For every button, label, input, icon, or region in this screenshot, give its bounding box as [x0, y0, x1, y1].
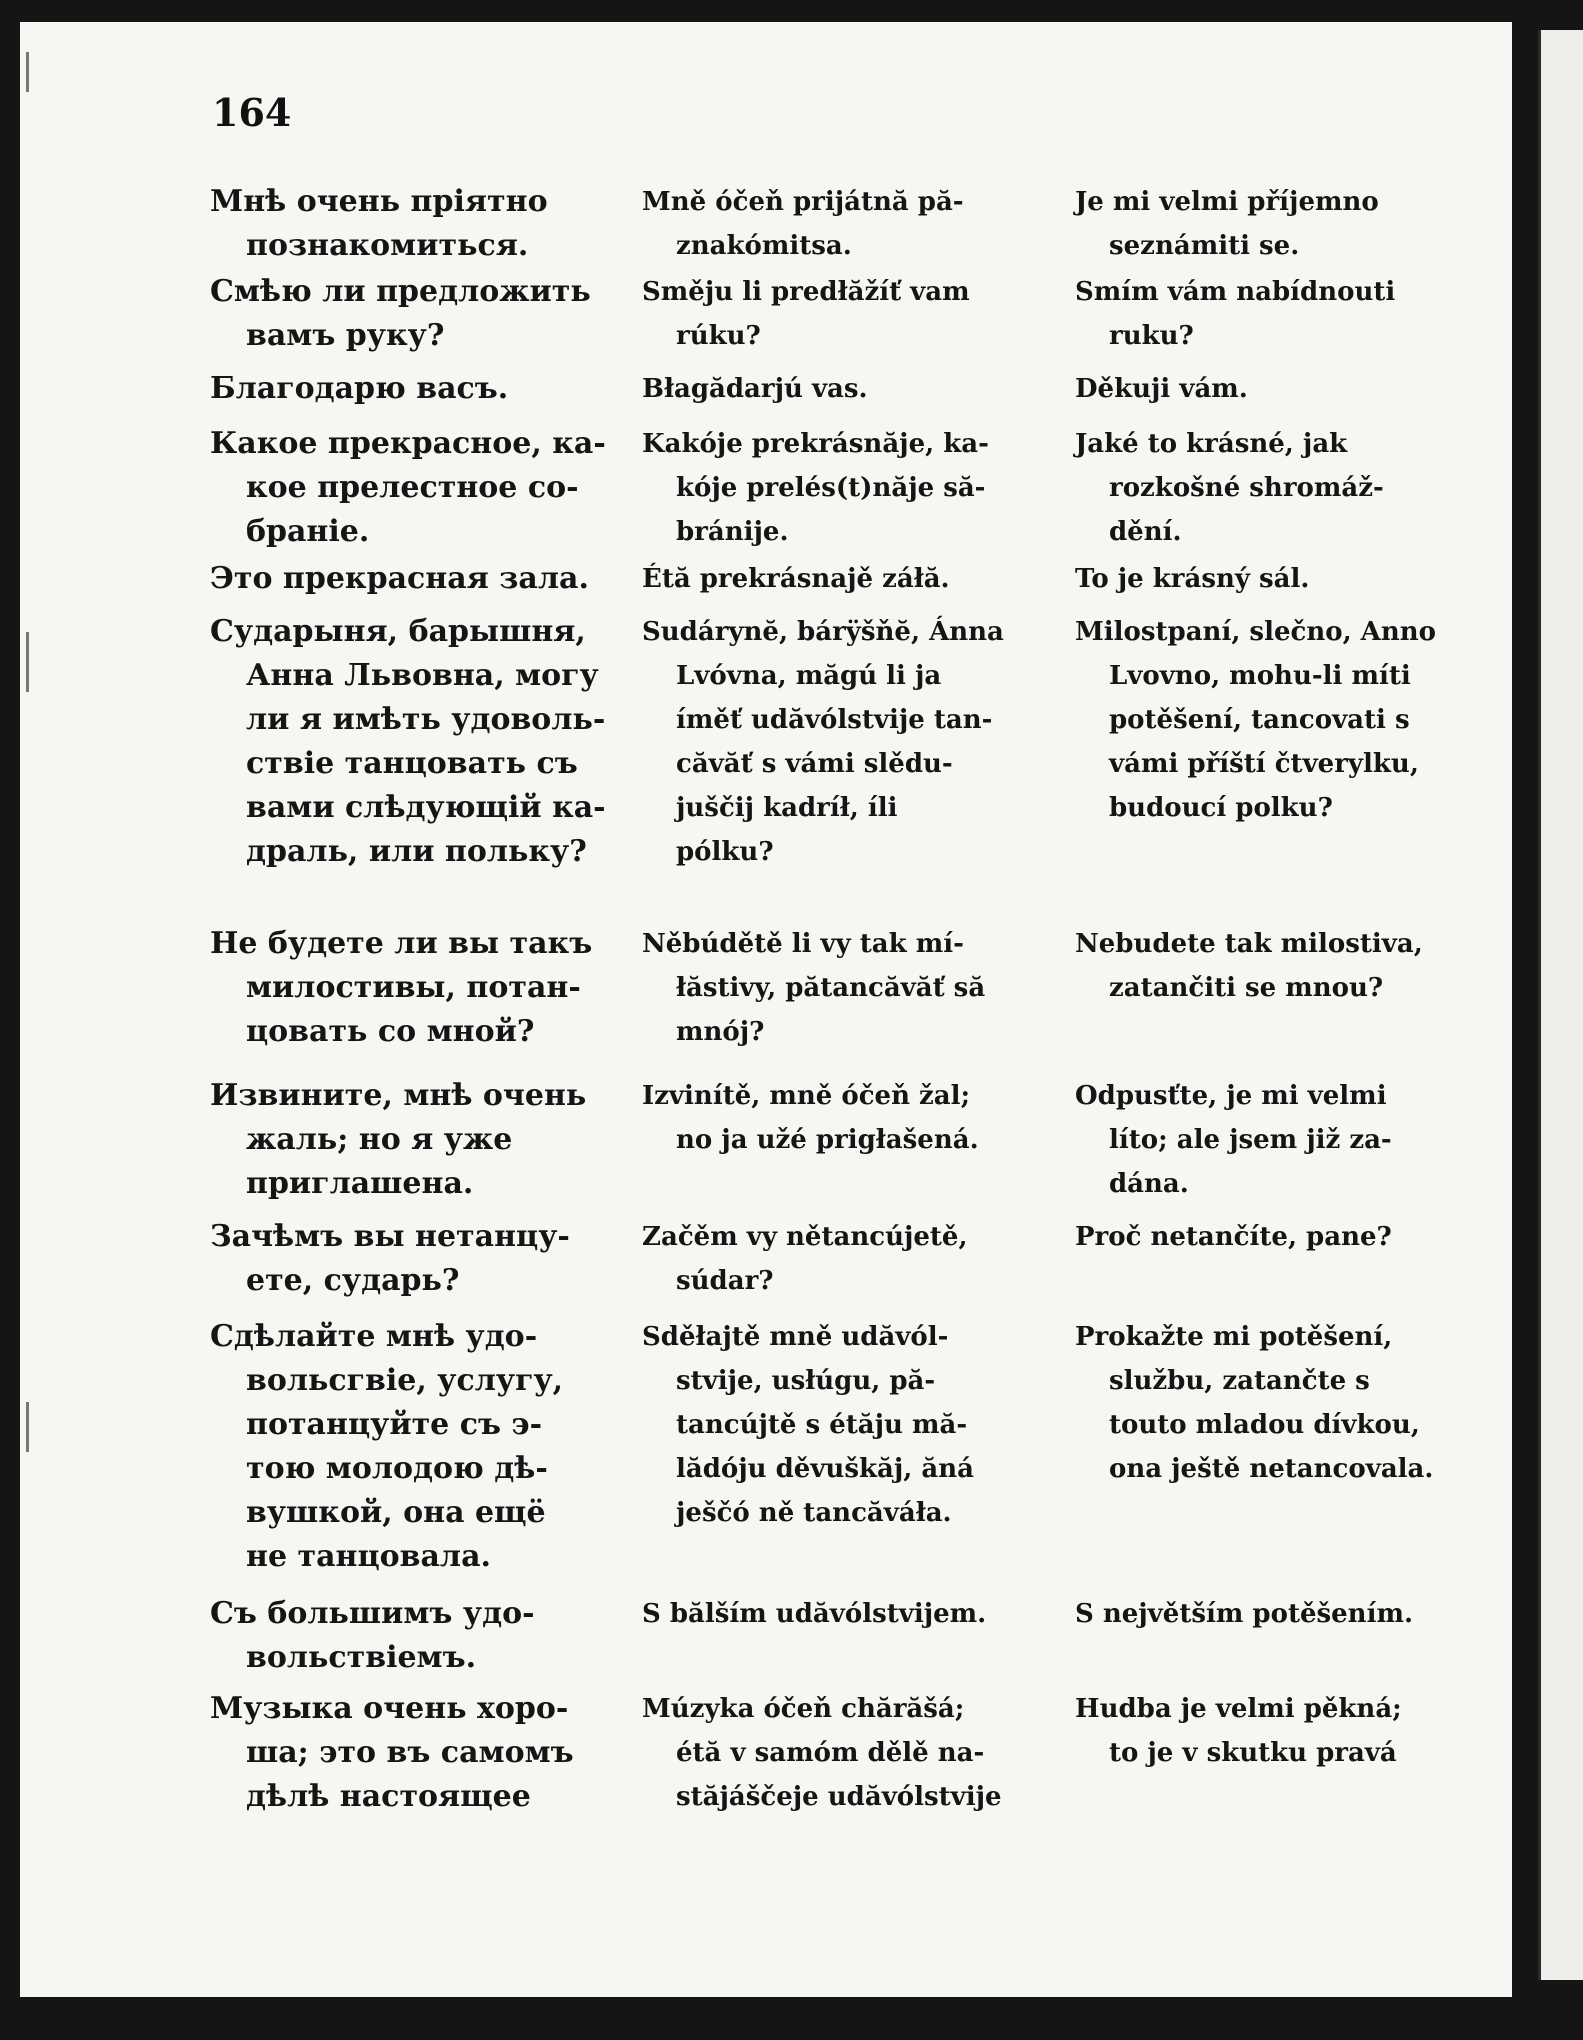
text-line: Kakóje prekrásnăje, ka-	[642, 429, 989, 459]
text-line: stăjáščeje udăvólstvije	[676, 1782, 1002, 1812]
czech-text	[1075, 1074, 1495, 1206]
russian-text	[210, 922, 615, 1054]
text-line: Smím vám nabídnouti	[1075, 277, 1396, 307]
text-line: Jaké to krásné, jak	[1075, 429, 1348, 459]
scan-mark	[26, 52, 29, 92]
text-line: mnój?	[676, 1017, 765, 1047]
transliteration-text	[642, 610, 1047, 874]
text-line: Hudba je velmi pěkná;	[1075, 1694, 1402, 1724]
text-line: juščij kadríł, íli	[676, 793, 898, 823]
text-line: Сдѣлайте мнѣ удо-	[210, 1319, 538, 1354]
text-line: не танцовала.	[246, 1539, 491, 1574]
text-line: službu, zatančte s	[1109, 1366, 1370, 1396]
russian-text	[210, 270, 615, 358]
text-line: Mně óčeň prijátnă pă-	[642, 187, 964, 217]
text-line: Je mi velmi příjemno	[1075, 187, 1379, 217]
text-line: вами слѣдующій ка-	[246, 790, 606, 825]
text-line: Музыка очень хоро-	[210, 1691, 569, 1726]
czech-text	[1075, 180, 1495, 268]
text-line: ли я имѣть удоволь-	[246, 702, 606, 737]
text-line: to je v skutku pravá	[1109, 1738, 1397, 1768]
text-line: căvăť s vámi slědu-	[676, 749, 953, 779]
czech-text	[1075, 1687, 1495, 1775]
book-page	[20, 22, 1512, 1997]
text-line: rúku?	[676, 321, 761, 351]
russian-text	[210, 1074, 615, 1206]
text-line: дѣлѣ настоящее	[246, 1779, 531, 1814]
text-line: kóje prelés(t)năje să-	[676, 473, 986, 503]
transliteration-text	[642, 1592, 1047, 1636]
text-line: Съ большимъ удо-	[210, 1596, 535, 1631]
text-line: ша; это въ самомъ	[246, 1735, 574, 1770]
transliteration-text	[642, 180, 1047, 268]
czech-text	[1075, 1592, 1495, 1636]
text-line: Děkuji vám.	[1075, 374, 1248, 404]
text-line: Lvovno, mohu-li míti	[1109, 661, 1411, 691]
text-line: Сударыня, барышня,	[210, 614, 586, 649]
text-line: íměť udăvólstvije tan-	[676, 705, 993, 735]
scan-mark	[26, 1402, 29, 1452]
text-line: кое прелестное со-	[246, 470, 579, 505]
russian-text	[210, 610, 615, 874]
transliteration-text	[642, 1074, 1047, 1162]
russian-text	[210, 422, 615, 554]
text-line: Не будете ли вы такъ	[210, 926, 593, 961]
text-line: Błagădarjú vas.	[642, 374, 868, 404]
text-line: Какое прекрасное, ка-	[210, 426, 606, 461]
text-line: To je krásný sál.	[1075, 564, 1310, 594]
czech-text	[1075, 422, 1495, 554]
transliteration-text	[642, 367, 1047, 411]
transliteration-text	[642, 1687, 1047, 1819]
text-line: приглашена.	[246, 1166, 474, 1201]
text-line: Něbúdětě li vy tak mí-	[642, 929, 964, 959]
czech-text	[1075, 610, 1495, 830]
czech-text	[1075, 270, 1495, 358]
text-line: rozkošné shromáž-	[1109, 473, 1384, 503]
text-line: Это прекрасная зала.	[210, 561, 589, 596]
text-line: vámi příští čtverylku,	[1109, 749, 1419, 779]
text-line: вамъ руку?	[246, 318, 445, 353]
czech-text	[1075, 1215, 1495, 1259]
russian-text	[210, 1592, 615, 1680]
text-line: драль, или польку?	[246, 834, 587, 869]
czech-text	[1075, 367, 1495, 411]
russian-text	[210, 1687, 615, 1819]
text-line: Proč netančíte, pane?	[1075, 1222, 1392, 1252]
text-line: potěšení, tancovati s	[1109, 705, 1410, 735]
transliteration-text	[642, 1215, 1047, 1303]
text-line: étă v samóm dělě na-	[676, 1738, 985, 1768]
text-line: ете, сударь?	[246, 1263, 460, 1298]
text-line: dána.	[1109, 1169, 1189, 1199]
next-page-strip	[1538, 30, 1583, 1980]
text-line: no ja užé prigłašená.	[676, 1125, 979, 1155]
russian-text	[210, 1315, 615, 1579]
text-line: bránije.	[676, 517, 789, 547]
transliteration-text	[642, 270, 1047, 358]
text-line: Odpusťte, je mi velmi	[1075, 1081, 1387, 1111]
text-line: S bălším udăvólstvijem.	[642, 1599, 987, 1629]
page-number: 164	[212, 90, 292, 135]
text-line: touto mladou dívkou,	[1109, 1410, 1420, 1440]
text-line: budoucí polku?	[1109, 793, 1333, 823]
text-line: Prokažte mi potěšení,	[1075, 1322, 1393, 1352]
text-line: S největším potěšením.	[1075, 1599, 1414, 1629]
transliteration-text	[642, 1315, 1047, 1535]
text-line: Мнѣ очень пріятно	[210, 184, 548, 219]
text-line: Směju li predłăžíť vam	[642, 277, 970, 307]
page-edge-shadow	[1512, 22, 1538, 1997]
text-line: Milostpaní, slečno, Anno	[1075, 617, 1436, 647]
text-line: познакомиться.	[246, 228, 529, 263]
text-line: seznámiti se.	[1109, 231, 1300, 261]
text-line: жаль; но я уже	[246, 1122, 513, 1157]
transliteration-text	[642, 557, 1047, 601]
russian-text	[210, 1215, 615, 1303]
text-line: вушкой, она ещё	[246, 1495, 546, 1530]
text-line: zatančiti se mnou?	[1109, 973, 1384, 1003]
text-line: тою молодою дѣ-	[246, 1451, 548, 1486]
text-line: znakómitsa.	[676, 231, 852, 261]
russian-text	[210, 367, 615, 411]
russian-text	[210, 557, 615, 601]
czech-text	[1075, 922, 1495, 1010]
text-line: dění.	[1109, 517, 1182, 547]
text-line: вольствіемъ.	[246, 1640, 477, 1675]
czech-text	[1075, 1315, 1495, 1491]
text-line: Sděłajtě mně udăvól-	[642, 1322, 949, 1352]
text-line: Začěm vy nětancújetě,	[642, 1222, 968, 1252]
transliteration-text	[642, 922, 1047, 1054]
transliteration-text	[642, 422, 1047, 554]
text-line: Izvinítě, mně óčeň žal;	[642, 1081, 971, 1111]
text-line: Lvóvna, măgú li ja	[676, 661, 942, 691]
text-line: pólku?	[676, 837, 774, 867]
text-line: Nebudete tak milostiva,	[1075, 929, 1423, 959]
text-line: lădóju děvuškăj, ăná	[676, 1454, 974, 1484]
russian-text	[210, 180, 615, 268]
text-line: ruku?	[1109, 321, 1194, 351]
text-line: stvije, usłúgu, pă-	[676, 1366, 936, 1396]
text-line: Извините, мнѣ очень	[210, 1078, 587, 1113]
text-line: цовать со мной?	[246, 1014, 535, 1049]
text-line: líto; ale jsem již za-	[1109, 1125, 1392, 1155]
text-line: Étă prekrásnajě záłă.	[642, 564, 950, 594]
text-line: Múzyka óčeň chărăšá;	[642, 1694, 965, 1724]
text-line: браніе.	[246, 514, 370, 549]
scan-mark	[26, 632, 29, 692]
text-line: ствіе танцовать съ	[246, 746, 578, 781]
text-line: Анна Львовна, могу	[246, 658, 599, 693]
text-line: Зачѣмъ вы нетанцу-	[210, 1219, 570, 1254]
text-line: tancújtě s étăju mă-	[676, 1410, 968, 1440]
text-line: ona ještě netancovala.	[1109, 1454, 1434, 1484]
czech-text	[1075, 557, 1495, 601]
text-line: łăstivy, pătancăvăť să	[676, 973, 986, 1003]
text-line: вольсгвіе, услугу,	[246, 1363, 564, 1398]
text-line: милостивы, потан-	[246, 970, 581, 1005]
text-line: Благодарю васъ.	[210, 371, 509, 406]
text-line: súdar?	[676, 1266, 774, 1296]
text-line: потанцуйте съ э-	[246, 1407, 543, 1442]
text-line: ješčó ně tancăváła.	[676, 1498, 952, 1528]
text-line: Sudárynĕ, bárÿšňĕ, Ánna	[642, 617, 1004, 647]
text-line: Смѣю ли предложить	[210, 274, 591, 309]
